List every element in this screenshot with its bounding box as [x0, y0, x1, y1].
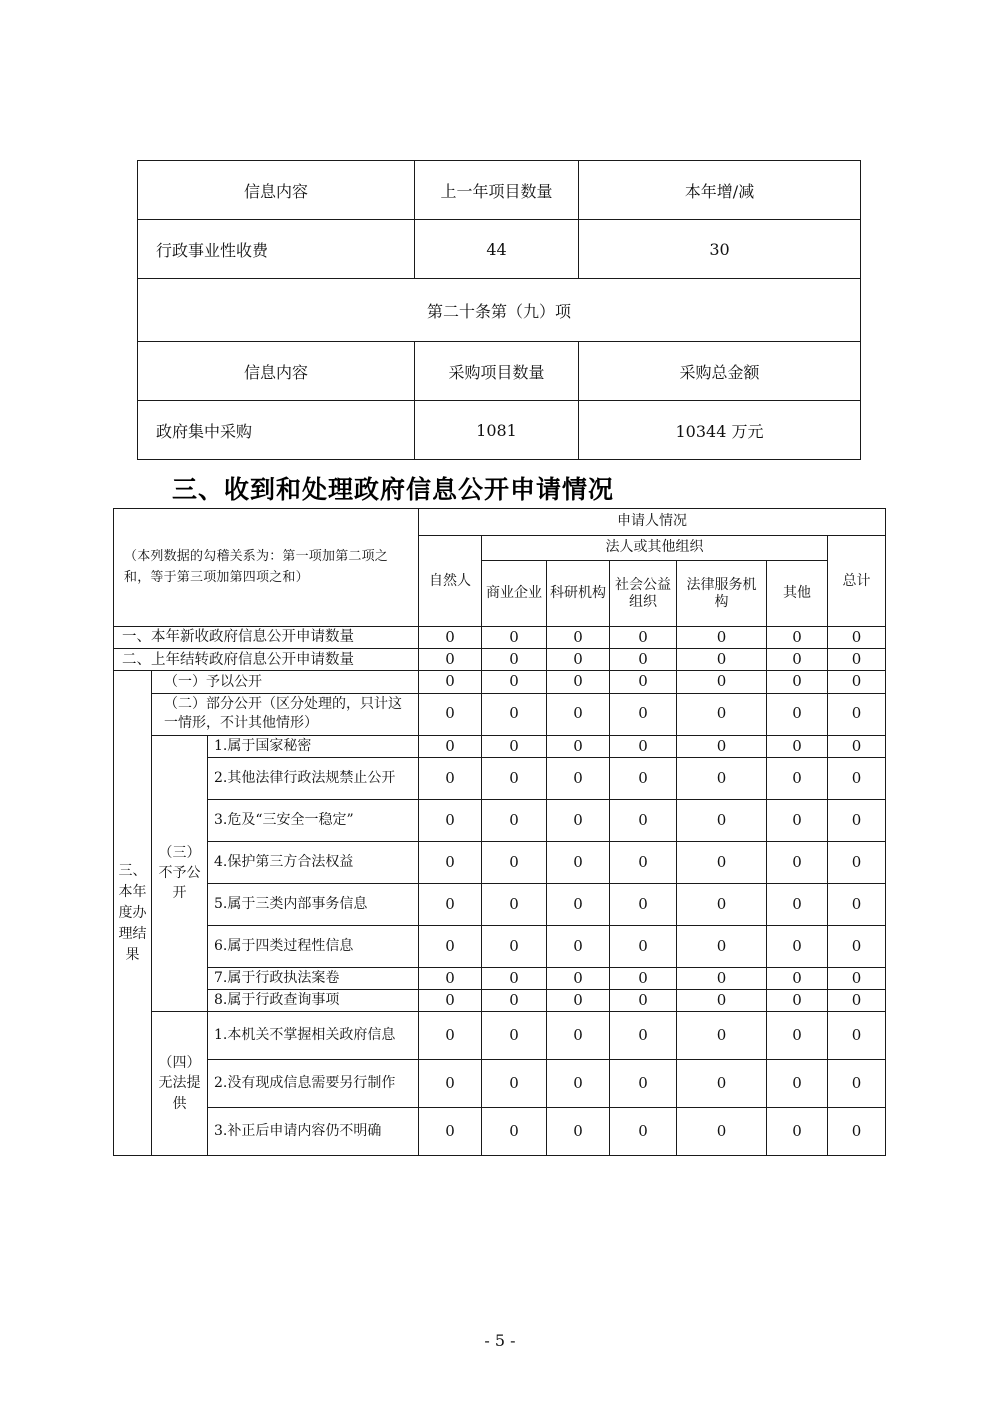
cell-value: 0 — [828, 757, 886, 799]
header-col-total: 总计 — [828, 536, 886, 627]
header-col-legal-service-org: 法律服务机构 — [677, 561, 767, 627]
row-label-agency-does-not-hold: 1.本机关不掌握相关政府信息 — [208, 1012, 419, 1060]
row-label-carried-over-requests: 二、上年结转政府信息公开申请数量 — [114, 649, 419, 671]
cell-value: 0 — [610, 967, 677, 989]
cell-value: 0 — [828, 967, 886, 989]
row-label-needs-separate-creation: 2.没有现成信息需要另行制作 — [208, 1060, 419, 1108]
information-disclosure-requests-table — [113, 508, 886, 1156]
cell-admin-fees-change: 30 — [579, 220, 861, 279]
cell-value: 0 — [610, 1060, 677, 1108]
table-row — [138, 161, 861, 220]
page-number: - 5 - — [484, 1331, 516, 1350]
cell-value: 0 — [828, 627, 886, 649]
row-label-law-enforcement-files: 7.属于行政执法案卷 — [208, 967, 419, 989]
cell-value: 0 — [482, 967, 547, 989]
cell-value: 0 — [828, 649, 886, 671]
table-row — [138, 220, 861, 279]
cell-value: 0 — [767, 757, 828, 799]
cell-value: 0 — [547, 925, 610, 967]
cell-value: 0 — [767, 967, 828, 989]
table-row — [114, 841, 886, 883]
cell-value: 0 — [767, 1060, 828, 1108]
table-row — [114, 925, 886, 967]
cell-value: 0 — [547, 1108, 610, 1156]
cell-value: 0 — [482, 649, 547, 671]
cell-value: 0 — [677, 649, 767, 671]
cell-value: 0 — [419, 627, 482, 649]
cell-value: 0 — [419, 1012, 482, 1060]
cell-value: 0 — [482, 989, 547, 1011]
row-label-admin-fees: 行政事业性收费 — [138, 220, 415, 279]
cell-value: 0 — [828, 693, 886, 735]
row-label-administrative-inquiry: 8.属于行政查询事项 — [208, 989, 419, 1011]
cell-value: 0 — [547, 1060, 610, 1108]
cell-value: 0 — [828, 671, 886, 693]
cell-value: 0 — [767, 925, 828, 967]
cell-value: 0 — [610, 841, 677, 883]
header-col-social-welfare-org: 社会公益组织 — [610, 561, 677, 627]
header-col-natural-person: 自然人 — [419, 536, 482, 627]
cell-value: 0 — [610, 799, 677, 841]
cell-value: 0 — [610, 989, 677, 1011]
cell-value: 0 — [419, 1060, 482, 1108]
table-row — [114, 757, 886, 799]
cell-value: 0 — [419, 967, 482, 989]
cell-value: 0 — [767, 671, 828, 693]
cell-value: 0 — [419, 989, 482, 1011]
cell-value: 0 — [828, 841, 886, 883]
column-header-procurement-count: 采购项目数量 — [415, 342, 579, 401]
row-label-state-secret: 1.属于国家秘密 — [208, 735, 419, 757]
cell-value: 0 — [677, 841, 767, 883]
cell-value: 0 — [419, 799, 482, 841]
header-cell-cross-check-note: （本列数据的勾稽关系为：第一项加第二项之和，等于第三项加第四项之和） — [114, 509, 419, 627]
cell-value: 0 — [677, 883, 767, 925]
cell-value: 0 — [547, 883, 610, 925]
cell-value: 0 — [677, 799, 767, 841]
cell-value: 0 — [610, 649, 677, 671]
table-row — [114, 649, 886, 671]
cell-value: 0 — [610, 671, 677, 693]
cell-value: 0 — [419, 883, 482, 925]
cell-value: 0 — [828, 989, 886, 1011]
table-row — [114, 883, 886, 925]
cell-value: 0 — [610, 627, 677, 649]
row-label-new-requests-this-year: 一、本年新收政府信息公开申请数量 — [114, 627, 419, 649]
cell-value: 0 — [767, 649, 828, 671]
cell-value: 0 — [547, 799, 610, 841]
header-col-commercial-enterprise: 商业企业 — [482, 561, 547, 627]
cell-value: 0 — [419, 925, 482, 967]
cell-value: 0 — [767, 989, 828, 1011]
cell-value: 0 — [677, 735, 767, 757]
table-row — [114, 627, 886, 649]
table-row — [114, 1060, 886, 1108]
cell-value: 0 — [677, 757, 767, 799]
cell-value: 0 — [677, 925, 767, 967]
cell-admin-fees-prev-count: 44 — [415, 220, 579, 279]
row-group-label-not-disclosed: （三）不予公开 — [152, 735, 208, 1012]
row-label-fully-disclosed: （一）予以公开 — [152, 671, 419, 693]
cell-value: 0 — [828, 735, 886, 757]
cell-value: 0 — [482, 757, 547, 799]
cell-value: 0 — [482, 1012, 547, 1060]
cell-value: 0 — [677, 627, 767, 649]
cell-value: 0 — [547, 757, 610, 799]
cell-value: 0 — [677, 989, 767, 1011]
cell-value: 0 — [547, 735, 610, 757]
table-row — [114, 693, 886, 735]
row-label-centralized-procurement: 政府集中采购 — [138, 401, 415, 460]
cell-value: 0 — [419, 841, 482, 883]
cell-value: 0 — [677, 671, 767, 693]
fees-and-procurement-table — [137, 160, 861, 460]
cell-value: 0 — [482, 799, 547, 841]
header-col-research-institution: 科研机构 — [547, 561, 610, 627]
cell-value: 0 — [610, 1108, 677, 1156]
row-label-still-unclear-after-correction: 3.补正后申请内容仍不明确 — [208, 1108, 419, 1156]
page-title: 三、收到和处理政府信息公开申请情况 — [172, 475, 615, 504]
cell-value: 0 — [610, 883, 677, 925]
cell-value: 0 — [419, 735, 482, 757]
cell-value: 0 — [828, 1060, 886, 1108]
cell-value: 0 — [419, 649, 482, 671]
column-header-procurement-amount: 采购总金额 — [579, 342, 861, 401]
cell-value: 0 — [419, 757, 482, 799]
cell-value: 0 — [767, 1012, 828, 1060]
row-label-process-info: 6.属于四类过程性信息 — [208, 925, 419, 967]
cell-value: 0 — [482, 693, 547, 735]
cell-value: 0 — [767, 627, 828, 649]
cell-value: 0 — [828, 1012, 886, 1060]
cell-value: 0 — [610, 1012, 677, 1060]
cell-value: 0 — [419, 1108, 482, 1156]
cell-value: 0 — [547, 841, 610, 883]
table-row — [138, 342, 861, 401]
column-header-this-year-change: 本年增/减 — [579, 161, 861, 220]
column-header-prev-year-count: 上一年项目数量 — [415, 161, 579, 220]
cell-procurement-amount: 10344 万元 — [579, 401, 861, 460]
cell-value: 0 — [419, 671, 482, 693]
column-header-info-content-2: 信息内容 — [138, 342, 415, 401]
row-label-protect-third-party-rights: 4.保护第三方合法权益 — [208, 841, 419, 883]
cell-value: 0 — [767, 841, 828, 883]
header-group-legal-entity: 法人或其他组织 — [482, 536, 828, 561]
cell-value: 0 — [828, 1108, 886, 1156]
header-col-other: 其他 — [767, 561, 828, 627]
row-label-partially-disclosed: （二）部分公开（区分处理的，只计这一情形，不计其他情形） — [152, 693, 419, 735]
table-row — [114, 1012, 886, 1060]
cell-value: 0 — [482, 1060, 547, 1108]
cell-value: 0 — [547, 649, 610, 671]
cell-procurement-count: 1081 — [415, 401, 579, 460]
header-group-applicant: 申请人情况 — [419, 509, 886, 536]
table-row — [114, 1108, 886, 1156]
table-row — [114, 989, 886, 1011]
row-group-label-unable-to-provide: （四）无法提供 — [152, 1012, 208, 1156]
cell-value: 0 — [677, 1060, 767, 1108]
cell-value: 0 — [677, 693, 767, 735]
cell-value: 0 — [677, 967, 767, 989]
cell-value: 0 — [828, 883, 886, 925]
cell-value: 0 — [547, 1012, 610, 1060]
cell-value: 0 — [767, 799, 828, 841]
cell-value: 0 — [482, 671, 547, 693]
cell-value: 0 — [610, 735, 677, 757]
cell-value: 0 — [610, 693, 677, 735]
cell-value: 0 — [482, 883, 547, 925]
cell-value: 0 — [482, 627, 547, 649]
cell-value: 0 — [547, 967, 610, 989]
cell-value: 0 — [482, 1108, 547, 1156]
row-label-other-law-prohibits: 2.其他法律行政法规禁止公开 — [208, 757, 419, 799]
cell-value: 0 — [610, 757, 677, 799]
table-row — [114, 671, 886, 693]
cell-value: 0 — [828, 799, 886, 841]
cell-value: 0 — [547, 693, 610, 735]
table-header-row — [114, 509, 886, 536]
section-span-article-20-9: 第二十条第（九）项 — [138, 279, 861, 342]
cell-value: 0 — [828, 925, 886, 967]
cell-value: 0 — [767, 883, 828, 925]
table-row — [138, 279, 861, 342]
cell-value: 0 — [610, 925, 677, 967]
row-label-internal-affairs-info: 5.属于三类内部事务信息 — [208, 883, 419, 925]
cell-value: 0 — [419, 693, 482, 735]
row-group-label-this-year-results: 三、本年度办理结果 — [114, 671, 152, 1156]
cell-value: 0 — [482, 735, 547, 757]
column-header-info-content: 信息内容 — [138, 161, 415, 220]
table-row — [114, 735, 886, 757]
cell-value: 0 — [677, 1108, 767, 1156]
table-row — [114, 967, 886, 989]
cell-value: 0 — [547, 671, 610, 693]
cell-value: 0 — [482, 925, 547, 967]
cell-value: 0 — [767, 1108, 828, 1156]
table-row — [138, 401, 861, 460]
cell-value: 0 — [767, 735, 828, 757]
table-row — [114, 799, 886, 841]
cell-value: 0 — [677, 1012, 767, 1060]
cell-value: 0 — [547, 989, 610, 1011]
cell-value: 0 — [482, 841, 547, 883]
cell-value: 0 — [547, 627, 610, 649]
row-label-endangers-security-stability: 3.危及“三安全一稳定” — [208, 799, 419, 841]
cell-value: 0 — [767, 693, 828, 735]
